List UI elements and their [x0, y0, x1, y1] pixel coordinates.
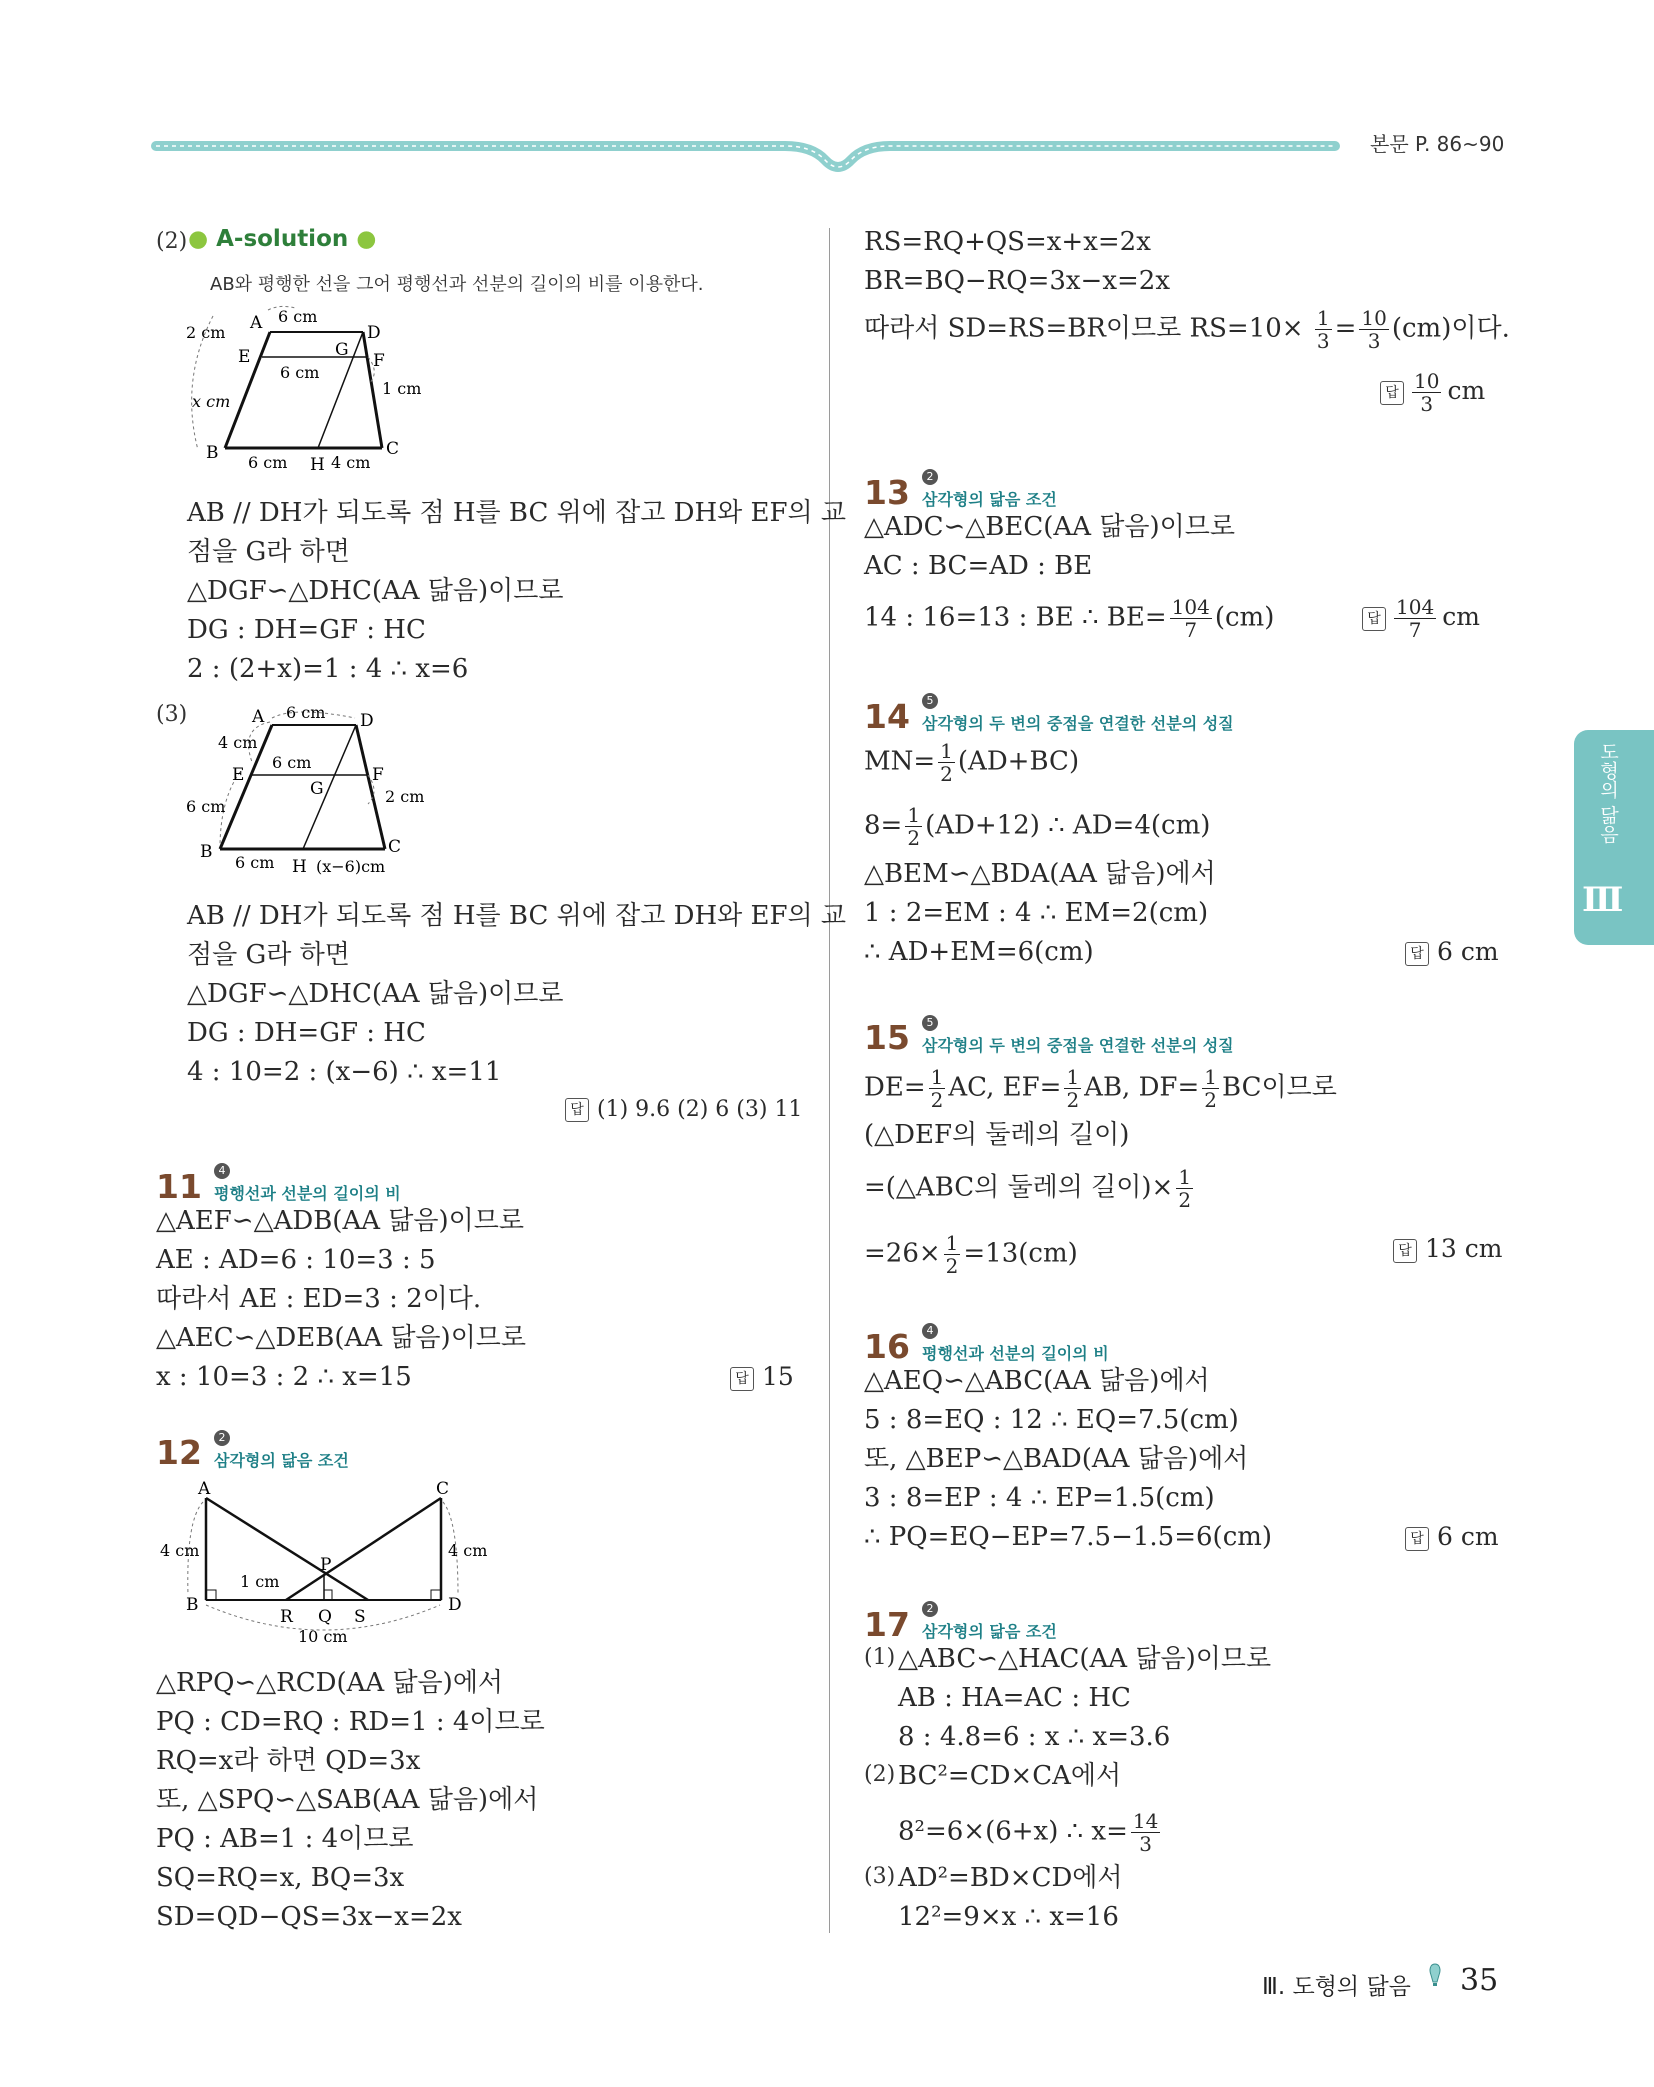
q14-line-2 [864, 804, 1210, 849]
fig1-label-F: F [373, 351, 385, 371]
q12-cont-line-3 [864, 307, 1510, 352]
q11-answer [730, 1360, 794, 1394]
fig1-label-E: E [238, 347, 251, 367]
q14-line-1 [864, 740, 1079, 785]
denominator: 7 [1184, 618, 1198, 642]
green-dot-icon: ● [188, 226, 209, 252]
q14-topic: 삼각형의 두 변의 중점을 연결한 선분의 성질 [922, 714, 1234, 733]
q11-line-1: △AEF∽△ADB(AA 닮음)이므로 [156, 1206, 524, 1236]
q17-badge: 2 [922, 1601, 938, 1617]
q17-p2-l2: 8²=6×(6+x) ∴ x= [898, 1816, 1128, 1847]
a-solution-badge [188, 226, 376, 252]
q13-last-pre: 14 : 16=13 : BE ∴ BE= [864, 602, 1167, 633]
q15-line-2: (△DEF의 둘레의 길이) [864, 1120, 1130, 1150]
part-2-label: (2) [156, 229, 188, 254]
fig2-label-C: C [388, 837, 402, 857]
q17-part-3-label: (3) [864, 1864, 896, 1889]
numerator: 1 [1178, 1165, 1192, 1189]
denominator: 3 [1367, 329, 1381, 353]
q12-answer [1380, 370, 1485, 415]
q10-answer-text: (1) 9.6 (2) 6 (3) 11 [597, 1097, 803, 1122]
q17-part-2-label: (2) [864, 1762, 896, 1787]
denominator: 3 [1139, 1832, 1152, 1856]
q15-answer-text: 13 cm [1425, 1234, 1503, 1263]
q16-line-3: 또, △BEP∽△BAD(AA 닮음)에서 [864, 1444, 1249, 1474]
fig2-len-2cm: 2 cm [385, 787, 425, 806]
q12-line-5: PQ : AB=1 : 4이므로 [156, 1824, 414, 1854]
q16-number: 16 [864, 1327, 910, 1366]
numerator: 1 [930, 1065, 944, 1089]
part-3-label: (3) [156, 702, 188, 727]
q12-topic: 삼각형의 닮음 조건 [214, 1451, 349, 1470]
q12-fig-label-P: P [320, 1555, 332, 1575]
answer-mark-icon: 답 [1362, 607, 1386, 631]
q12-fig-label-A: A [198, 1480, 211, 1499]
q12-fig-len-1cm: 1 cm [240, 1572, 280, 1591]
q15-l1b: AC, EF= [948, 1072, 1062, 1103]
fig1-label-C: C [386, 439, 400, 459]
numerator: 1 [1204, 1065, 1217, 1089]
q15-number: 15 [864, 1018, 910, 1057]
fig2-label-F: F [372, 765, 384, 785]
q13-topic: 삼각형의 닮음 조건 [922, 490, 1057, 509]
fraction [1064, 1066, 1081, 1111]
q12-fig-len-4cm-left: 4 cm [160, 1541, 200, 1560]
a-solution-title: A-solution [216, 226, 349, 252]
q12-fig-label-R: R [280, 1607, 293, 1627]
q13-line-2: AC : BC=AD : BE [864, 551, 1093, 581]
q11-answer-text: 15 [762, 1362, 794, 1391]
answer-mark-icon: 답 [565, 1098, 589, 1122]
q15-l4b: =13(cm) [963, 1238, 1078, 1269]
header-ribbon [0, 0, 1654, 200]
q15-answer [1393, 1232, 1502, 1266]
q17-p1-line-3: 8 : 4.8=6 : x ∴ x=3.6 [898, 1722, 1171, 1752]
q14-l1-pre: MN= [864, 746, 936, 777]
q12-line-3: RQ=x라 하면 QD=3x [156, 1746, 421, 1776]
fig1-len-4cm: 4 cm [331, 453, 371, 472]
numerator: 104 [1171, 595, 1210, 619]
q15-l3: =(△ABC의 둘레의 길이)× [864, 1172, 1174, 1203]
q17-p1-line-2: AB : HA=AC : HC [898, 1683, 1131, 1713]
fraction [1202, 1066, 1219, 1111]
p2-line-1: AB // DH가 되도록 점 H를 BC 위에 잡고 DH와 EF의 교 [187, 498, 847, 528]
page-number: 35 [1460, 1963, 1499, 1998]
q12-line-6: SQ=RQ=x, BQ=3x [156, 1863, 405, 1893]
q16-answer-text: 6 cm [1437, 1522, 1499, 1551]
q17-number: 17 [864, 1605, 910, 1644]
answer-mark-icon: 답 [1380, 381, 1404, 405]
denominator: 7 [1408, 618, 1422, 642]
trapezoid-figure-2 [180, 700, 460, 885]
q12-answer-unit: cm [1447, 376, 1486, 405]
q14-l2-pre: 8= [864, 810, 903, 841]
q11-topic: 평행선과 선분의 길이의 비 [214, 1184, 401, 1203]
q16-topic: 평행선과 선분의 길이의 비 [922, 1344, 1109, 1363]
q16-answer [1405, 1520, 1499, 1554]
p2-line-4: DG : DH=GF : HC [187, 615, 426, 645]
q12-cont-line-2: BR=BQ−RQ=3x−x=2x [864, 266, 1170, 296]
green-dot-icon: ● [356, 226, 377, 252]
fig2-len-6cm-mid: 6 cm [272, 753, 312, 772]
lightbulb-icon [1428, 1962, 1442, 1988]
footer-chapter: Ⅲ. 도형의 닮음 [1262, 1974, 1411, 2000]
fraction [938, 740, 955, 785]
q14-line-4: 1 : 2=EM : 4 ∴ EM=2(cm) [864, 898, 1209, 928]
numerator: 1 [1066, 1065, 1080, 1089]
fraction [1412, 370, 1441, 415]
answer-mark-icon: 답 [1393, 1239, 1417, 1263]
numerator: 1 [907, 803, 921, 827]
q15-l1c: AB, DF= [1084, 1072, 1200, 1103]
fig2-len-xm6: (x−6)cm [316, 857, 386, 876]
fig2-label-E: E [232, 765, 245, 785]
denominator: 2 [940, 762, 953, 786]
fig2-label-H: H [292, 857, 307, 877]
q12-cont-line-1: RS=RQ+QS=x+x=2x [864, 227, 1151, 257]
fraction [1394, 596, 1436, 641]
fig1-label-A: A [250, 313, 263, 333]
q14-badge: 5 [922, 693, 938, 709]
q15-line-1 [864, 1066, 1337, 1111]
p2-line-2: 점을 G라 하면 [187, 537, 350, 567]
q13-number: 13 [864, 473, 910, 512]
q17-p2-line-1: BC²=CD×CA에서 [898, 1761, 1122, 1791]
fig1-len-2cm: 2 cm [186, 323, 226, 342]
q12-badge: 2 [214, 1430, 230, 1446]
fraction [1131, 1810, 1160, 1855]
q14-number: 14 [864, 697, 910, 736]
fig2-label-B: B [200, 842, 213, 862]
trapezoid-figure-1 [180, 300, 460, 485]
fig2-label-D: D [360, 711, 374, 731]
q11-line-5: x : 10=3 : 2 ∴ x=15 [156, 1362, 412, 1392]
q11-badge: 4 [214, 1163, 230, 1179]
fraction [1176, 1166, 1193, 1211]
q12-last-post: (cm)이다. [1391, 313, 1510, 344]
fig1-len-6cm-bot: 6 cm [248, 453, 288, 472]
q16-line-2: 5 : 8=EQ : 12 ∴ EQ=7.5(cm) [864, 1405, 1239, 1435]
fig1-label-D: D [367, 323, 381, 343]
answer-mark-icon: 답 [1405, 942, 1429, 966]
answer-mark-icon: 답 [730, 1367, 754, 1391]
q11-line-2: AE : AD=6 : 10=3 : 5 [156, 1245, 436, 1275]
fig1-len-6cm-mid: 6 cm [280, 363, 320, 382]
p3-line-1: AB // DH가 되도록 점 H를 BC 위에 잡고 DH와 EF의 교 [187, 901, 847, 931]
fig1-len-1cm: 1 cm [382, 379, 422, 398]
side-tab-numeral: Ⅲ [1582, 880, 1624, 920]
q11-line-3: 따라서 AE : ED=3 : 2이다. [156, 1284, 482, 1314]
q14-l2-post: (AD+12) ∴ AD=4(cm) [925, 810, 1211, 841]
denominator: 3 [1420, 392, 1434, 416]
q12-fig-len-4cm-right: 4 cm [448, 1541, 488, 1560]
q12-fig-label-B: B [186, 1595, 199, 1615]
page-reference: 본문 P. 86~90 [1370, 132, 1505, 156]
q11-line-4: △AEC∽△DEB(AA 닮음)이므로 [156, 1323, 527, 1353]
q17-p3-line-1: AD²=BD×CD에서 [898, 1863, 1123, 1893]
q15-l1a: DE= [864, 1072, 926, 1103]
q17-p1-line-1: △ABC∽△HAC(AA 닮음)이므로 [898, 1644, 1272, 1674]
p3-line-2: 점을 G라 하면 [187, 940, 350, 970]
q15-line-4 [864, 1232, 1078, 1277]
p2-line-3: △DGF∽△DHC(AA 닮음)이므로 [187, 576, 564, 606]
fraction [929, 1066, 946, 1111]
q15-l1d: BC이므로 [1222, 1072, 1337, 1103]
q13-last-post: (cm) [1214, 602, 1275, 633]
fig1-label-G: G [335, 340, 349, 360]
q13-line-3 [864, 596, 1274, 641]
q12-number: 12 [156, 1433, 202, 1472]
q12-figure [158, 1480, 508, 1650]
q14-answer-text: 6 cm [1437, 937, 1499, 966]
side-tab-label: 도형의 닮음 [1597, 742, 1619, 844]
numerator: 104 [1396, 595, 1435, 619]
fraction [944, 1232, 961, 1277]
chapter-side-tab [1574, 730, 1654, 945]
fig2-label-G: G [310, 779, 324, 799]
numerator: 1 [1316, 306, 1330, 330]
q13-answer [1362, 596, 1480, 641]
q10-answer [565, 1093, 802, 1127]
solution-description: AB와 평행한 선을 그어 평행선과 선분의 길이의 비를 이용한다. [210, 274, 704, 295]
fraction [905, 804, 922, 849]
denominator: 2 [930, 1088, 944, 1112]
denominator: 2 [1066, 1088, 1080, 1112]
q12-line-1: △RPQ∽△RCD(AA 닮음)에서 [156, 1668, 504, 1698]
equals-sign: = [1334, 313, 1357, 344]
q13-badge: 2 [922, 469, 938, 485]
fig1-label-B: B [206, 443, 219, 463]
denominator: 2 [1204, 1088, 1217, 1112]
fig2-len-4cm: 4 cm [218, 733, 258, 752]
q12-fig-label-S: S [354, 1607, 366, 1627]
q16-badge: 4 [922, 1323, 938, 1339]
q15-topic: 삼각형의 두 변의 중점을 연결한 선분의 성질 [922, 1036, 1234, 1055]
q12-line-4: 또, △SPQ∽△SAB(AA 닮음)에서 [156, 1785, 539, 1815]
p3-line-4: DG : DH=GF : HC [187, 1018, 426, 1048]
fraction [1359, 307, 1388, 352]
q15-l4a: =26× [864, 1238, 941, 1269]
fraction [1170, 596, 1212, 641]
column-divider [829, 228, 830, 1933]
answer-mark-icon: 답 [1405, 1527, 1429, 1551]
q12-last-pre: 따라서 SD=RS=BR이므로 RS=10× [864, 313, 1304, 344]
q13-line-1: △ADC∽△BEC(AA 닮음)이므로 [864, 512, 1235, 542]
numerator: 10 [1361, 306, 1387, 330]
denominator: 3 [1316, 329, 1330, 353]
q15-badge: 5 [922, 1015, 938, 1031]
q17-part-1-label: (1) [864, 1645, 896, 1670]
q16-line-4: 3 : 8=EP : 4 ∴ EP=1.5(cm) [864, 1483, 1215, 1513]
q13-answer-unit: cm [1442, 602, 1480, 631]
q11-number: 11 [156, 1167, 202, 1206]
q12-fig-label-C: C [436, 1480, 450, 1499]
q17-topic: 삼각형의 닮음 조건 [922, 1622, 1057, 1641]
q17-p2-line-2 [898, 1810, 1163, 1855]
q12-line-2: PQ : CD=RQ : RD=1 : 4이므로 [156, 1707, 545, 1737]
q12-fig-len-10cm: 10 cm [298, 1627, 348, 1646]
q14-l1-post: (AD+BC) [957, 746, 1080, 777]
fig2-len-6cm-bot: 6 cm [235, 853, 275, 872]
q16-line-1: △AEQ∽△ABC(AA 닮음)에서 [864, 1366, 1210, 1396]
q16-line-5: ∴ PQ=EQ−EP=7.5−1.5=6(cm) [864, 1522, 1273, 1552]
fig2-len-6cm-top: 6 cm [286, 703, 326, 722]
q14-line-3: △BEM∽△BDA(AA 닮음)에서 [864, 859, 1216, 889]
q12-line-7: SD=QD−QS=3x−x=2x [156, 1902, 462, 1932]
numerator: 1 [945, 1231, 959, 1255]
p3-line-3: △DGF∽△DHC(AA 닮음)이므로 [187, 979, 564, 1009]
numerator: 10 [1414, 369, 1440, 393]
fig1-len-6cm-top: 6 cm [278, 307, 318, 326]
fraction [1315, 307, 1332, 352]
denominator: 2 [945, 1254, 959, 1278]
numerator: 14 [1132, 1809, 1159, 1833]
q15-line-3 [864, 1166, 1196, 1211]
fig2-len-6cm-left: 6 cm [186, 797, 226, 816]
fig2-label-A: A [252, 707, 265, 727]
q12-fig-label-Q: Q [318, 1607, 332, 1627]
p2-line-5: 2 : (2+x)=1 : 4 ∴ x=6 [187, 654, 469, 684]
fig1-label-H: H [310, 455, 325, 475]
q14-answer [1405, 935, 1499, 969]
denominator: 2 [907, 826, 921, 850]
q17-p3-line-2: 12²=9×x ∴ x=16 [898, 1902, 1119, 1932]
p3-line-5: 4 : 10=2 : (x−6) ∴ x=11 [187, 1057, 502, 1087]
q14-line-5: ∴ AD+EM=6(cm) [864, 937, 1094, 967]
denominator: 2 [1178, 1188, 1192, 1212]
fig1-len-xcm: x cm [192, 392, 231, 411]
numerator: 1 [940, 739, 953, 763]
q12-fig-label-D: D [448, 1595, 462, 1615]
